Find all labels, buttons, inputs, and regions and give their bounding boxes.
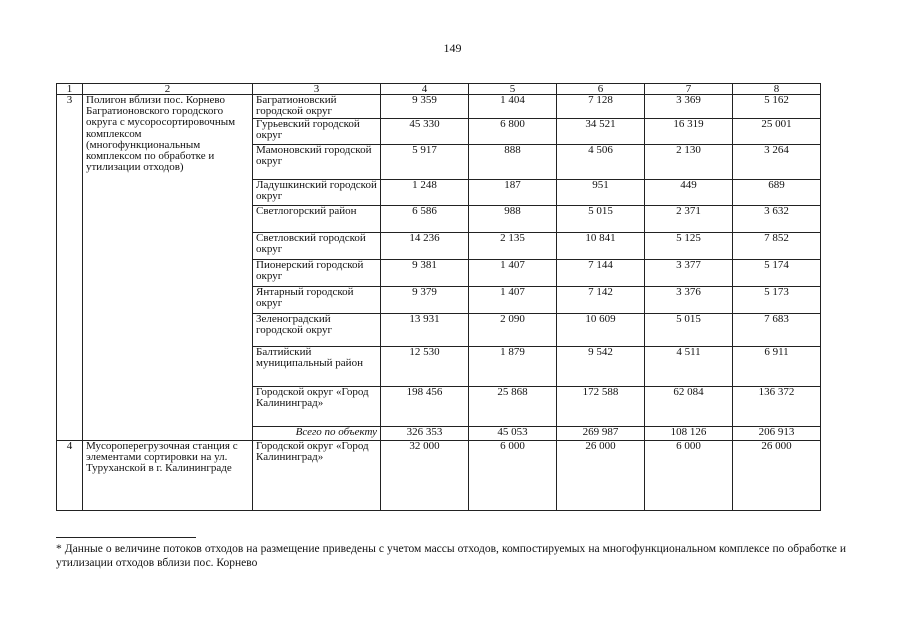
value-cell: 16 319 <box>645 119 733 145</box>
value-cell: 1 407 <box>469 287 557 314</box>
total-value: 326 353 <box>381 427 469 441</box>
value-cell: 689 <box>733 180 821 206</box>
object-name: Полигон вблизи пос. Корнево Багратионовского городского округа с мусоросортировочным комплексом (многофункциональным комплексом по обработке и утилизации отходов) <box>83 95 253 441</box>
district-name: Городской округ «Город Калининград» <box>253 387 381 427</box>
value-cell: 9 379 <box>381 287 469 314</box>
footnote: * Данные о величине потоков отходов на размещение приведены с учетом массы отходов, компостируемых на многофункциональном комплексе по обработке и утилизации отходов вблизи пос. Корнево <box>56 543 846 569</box>
value-cell: 1 404 <box>469 95 557 119</box>
district-name: Балтийский муниципальный район <box>253 347 381 387</box>
value-cell: 14 236 <box>381 233 469 260</box>
district-name: Пионерский городской округ <box>253 260 381 287</box>
value-cell: 3 369 <box>645 95 733 119</box>
waste-flow-table <box>56 83 821 511</box>
footnote-divider <box>56 537 196 538</box>
total-label: Всего по объекту <box>253 427 381 441</box>
value-cell: 7 142 <box>557 287 645 314</box>
value-cell: 3 632 <box>733 206 821 233</box>
district-name: Зеленоградский городской округ <box>253 314 381 347</box>
district-name: Гурьевский городской округ <box>253 119 381 145</box>
row-number: 3 <box>57 95 83 441</box>
district-name: Янтарный городской округ <box>253 287 381 314</box>
value-cell: 62 084 <box>645 387 733 427</box>
value-cell: 2 371 <box>645 206 733 233</box>
value-cell: 7 852 <box>733 233 821 260</box>
value-cell: 5 015 <box>557 206 645 233</box>
value-cell: 10 609 <box>557 314 645 347</box>
value-cell: 9 381 <box>381 260 469 287</box>
column-header: 1 <box>57 84 83 95</box>
value-cell: 3 376 <box>645 287 733 314</box>
value-cell: 7 683 <box>733 314 821 347</box>
row-number: 4 <box>57 441 83 511</box>
page-number: 149 <box>443 41 462 55</box>
value-cell: 6 586 <box>381 206 469 233</box>
total-value: 45 053 <box>469 427 557 441</box>
column-header: 6 <box>557 84 645 95</box>
value-cell: 25 001 <box>733 119 821 145</box>
value-cell: 25 868 <box>469 387 557 427</box>
value-cell: 5 162 <box>733 95 821 119</box>
value-cell: 2 135 <box>469 233 557 260</box>
value-cell: 45 330 <box>381 119 469 145</box>
column-header: 3 <box>253 84 381 95</box>
value-cell: 5 173 <box>733 287 821 314</box>
district-name: Ладушкинский городской округ <box>253 180 381 206</box>
value-cell: 5 015 <box>645 314 733 347</box>
value-cell: 13 931 <box>381 314 469 347</box>
district-name: Багратионовский городской округ <box>253 95 381 119</box>
value-cell: 951 <box>557 180 645 206</box>
table-row <box>57 95 821 119</box>
object-name: Мусороперегрузочная станция с элементами сортировки на ул. Туруханской в г. Калининграде <box>83 441 253 511</box>
value-cell: 6 800 <box>469 119 557 145</box>
value-cell: 1 407 <box>469 260 557 287</box>
value-cell: 9 542 <box>557 347 645 387</box>
value-cell: 5 917 <box>381 145 469 180</box>
value-cell: 6 000 <box>469 441 557 511</box>
value-cell: 12 530 <box>381 347 469 387</box>
total-value: 206 913 <box>733 427 821 441</box>
value-cell: 1 248 <box>381 180 469 206</box>
value-cell: 172 588 <box>557 387 645 427</box>
table-header-row <box>57 84 821 95</box>
value-cell: 2 090 <box>469 314 557 347</box>
value-cell: 4 506 <box>557 145 645 180</box>
district-name: Городской округ «Город Калининград» <box>253 441 381 511</box>
value-cell: 198 456 <box>381 387 469 427</box>
total-value: 269 987 <box>557 427 645 441</box>
value-cell: 136 372 <box>733 387 821 427</box>
value-cell: 6 911 <box>733 347 821 387</box>
value-cell: 6 000 <box>645 441 733 511</box>
value-cell: 5 125 <box>645 233 733 260</box>
value-cell: 1 879 <box>469 347 557 387</box>
value-cell: 187 <box>469 180 557 206</box>
district-name: Светлогорский район <box>253 206 381 233</box>
value-cell: 32 000 <box>381 441 469 511</box>
value-cell: 26 000 <box>557 441 645 511</box>
value-cell: 7 128 <box>557 95 645 119</box>
value-cell: 3 264 <box>733 145 821 180</box>
value-cell: 4 511 <box>645 347 733 387</box>
column-header: 7 <box>645 84 733 95</box>
value-cell: 9 359 <box>381 95 469 119</box>
value-cell: 5 174 <box>733 260 821 287</box>
value-cell: 2 130 <box>645 145 733 180</box>
column-header: 5 <box>469 84 557 95</box>
table-row <box>57 441 821 511</box>
value-cell: 34 521 <box>557 119 645 145</box>
value-cell: 988 <box>469 206 557 233</box>
district-name: Мамоновский городской округ <box>253 145 381 180</box>
value-cell: 26 000 <box>733 441 821 511</box>
value-cell: 888 <box>469 145 557 180</box>
column-header: 8 <box>733 84 821 95</box>
value-cell: 7 144 <box>557 260 645 287</box>
column-header: 2 <box>83 84 253 95</box>
district-name: Светловский городской округ <box>253 233 381 260</box>
value-cell: 10 841 <box>557 233 645 260</box>
column-header: 4 <box>381 84 469 95</box>
value-cell: 3 377 <box>645 260 733 287</box>
total-value: 108 126 <box>645 427 733 441</box>
value-cell: 449 <box>645 180 733 206</box>
